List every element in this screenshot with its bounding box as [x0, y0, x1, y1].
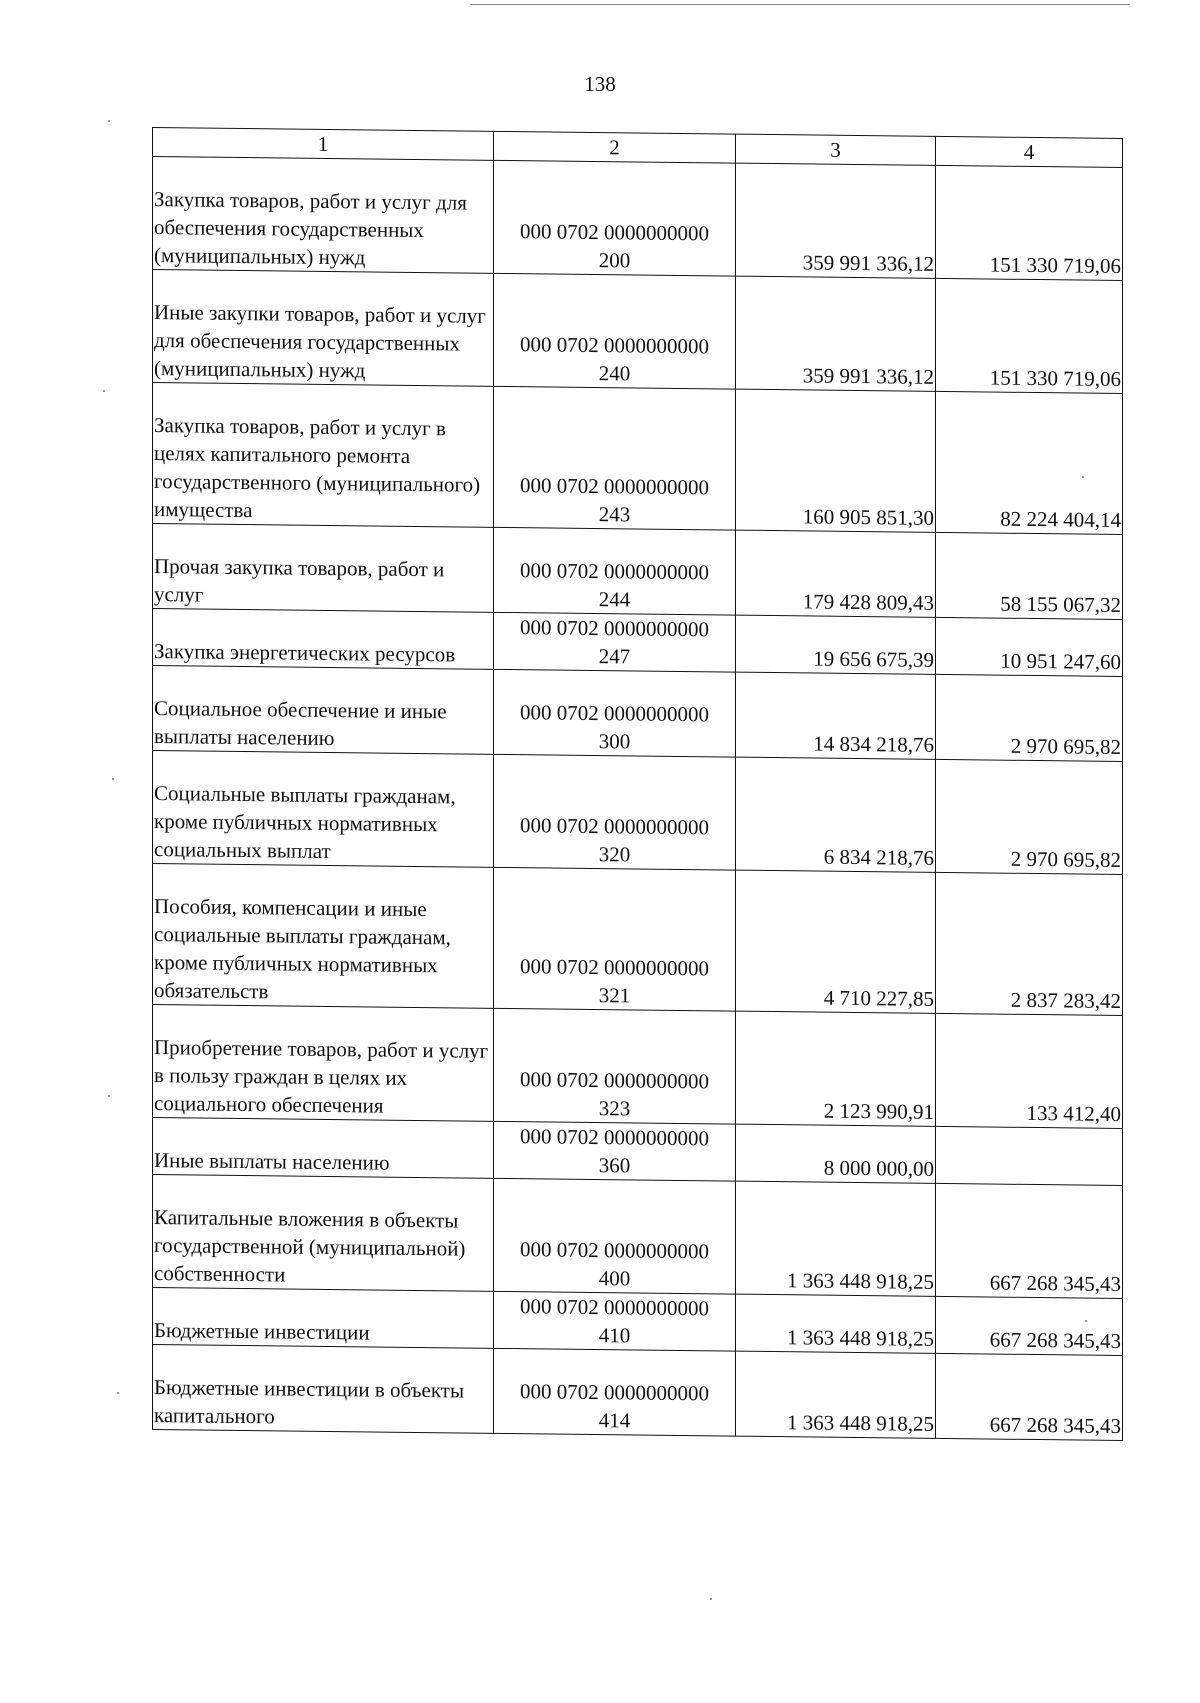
row-value-col3: 4 710 227,85	[736, 870, 936, 1013]
table-row	[153, 1288, 1123, 1356]
row-name: Закупка энергетических ресурсов	[153, 609, 494, 670]
row-value-col3: 160 905 851,30	[736, 389, 936, 532]
row-name: Социальное обеспечение и иные выплаты населению	[153, 666, 494, 755]
table-row	[153, 666, 1123, 762]
row-code	[494, 1348, 736, 1436]
row-code	[494, 754, 736, 870]
table-row	[153, 751, 1123, 875]
row-value-col4: 2 837 283,42	[936, 872, 1123, 1015]
code-classifier: 000 0702 0000000000	[520, 1379, 709, 1406]
row-value-col4: 82 224 404,14	[936, 391, 1123, 534]
scan-speck	[1085, 1320, 1087, 1322]
code-classifier: 000 0702 0000000000	[520, 954, 709, 981]
row-value-col3: 359 991 336,12	[736, 276, 936, 391]
row-name: Приобретение товаров, работ и услуг в пользу граждан в целях их социального обеспечения	[153, 1005, 494, 1122]
row-name: Прочая закупка товаров, работ и услуг	[153, 524, 494, 613]
row-code	[494, 669, 736, 757]
scan-speck	[710, 1598, 712, 1600]
scan-speck	[108, 1095, 110, 1097]
code-type: 300	[598, 729, 631, 754]
row-name: Капитальные вложения в объекты государственной (муниципальной) собственности	[153, 1175, 494, 1292]
code-classifier: 000 0702 0000000000	[520, 1124, 709, 1151]
row-value-col4: 667 268 345,43	[936, 1353, 1123, 1440]
row-value-col4: 133 412,40	[936, 1013, 1123, 1128]
row-name: Бюджетные инвестиции	[153, 1288, 494, 1349]
code-type: 244	[598, 587, 631, 612]
table-row	[153, 157, 1123, 281]
scan-speck	[108, 120, 110, 122]
row-name: Бюджетные инвестиции в объекты капитального	[153, 1345, 494, 1434]
row-value-col3: 8 000 000,00	[736, 1124, 936, 1183]
column-header: 1	[153, 128, 494, 161]
row-code	[494, 1178, 736, 1294]
code-classifier: 000 0702 0000000000	[520, 332, 709, 359]
code-classifier: 000 0702 0000000000	[520, 813, 709, 840]
code-type: 320	[598, 842, 631, 867]
code-type: 240	[598, 361, 631, 386]
scan-speck	[112, 778, 114, 780]
table-row	[153, 270, 1123, 394]
row-code	[494, 160, 736, 276]
code-type: 247	[598, 644, 631, 669]
column-header: 4	[936, 136, 1123, 167]
row-name: Закупка товаров, работ и услуг для обеспечения государственных (муниципальных) нужд	[153, 157, 494, 274]
code-classifier: 000 0702 0000000000	[520, 558, 709, 585]
row-name: Пособия, компенсации и иные социальные выплаты гражданам, кроме публичных нормативных обязательств	[153, 864, 494, 1009]
row-code	[494, 1291, 736, 1351]
code-type: 243	[598, 502, 631, 527]
code-classifier: 000 0702 0000000000	[520, 1237, 709, 1264]
code-classifier: 000 0702 0000000000	[520, 1294, 709, 1321]
table-row	[153, 1175, 1123, 1299]
table-row	[153, 864, 1123, 1016]
row-value-col3: 1 363 448 918,25	[736, 1181, 936, 1296]
row-value-col3: 1 363 448 918,25	[736, 1294, 936, 1353]
code-classifier: 000 0702 0000000000	[520, 615, 709, 642]
code-type: 410	[598, 1323, 631, 1348]
row-value-col3: 1 363 448 918,25	[736, 1351, 936, 1438]
row-value-col4: 2 970 695,82	[936, 759, 1123, 874]
table-row	[153, 609, 1123, 677]
table-row	[153, 1118, 1123, 1186]
row-code	[494, 867, 736, 1011]
row-name: Социальные выплаты гражданам, кроме публичных нормативных социальных выплат	[153, 751, 494, 868]
top-scan-rule	[470, 4, 1130, 5]
table-body	[153, 157, 1123, 1441]
row-value-col4	[936, 1126, 1123, 1185]
row-code	[494, 612, 736, 672]
code-classifier: 000 0702 0000000000	[520, 700, 709, 727]
row-value-col3: 359 991 336,12	[736, 163, 936, 278]
table-row	[153, 383, 1123, 535]
row-value-col4: 667 268 345,43	[936, 1183, 1123, 1298]
code-classifier: 000 0702 0000000000	[520, 219, 709, 246]
budget-table	[152, 127, 1123, 1441]
row-name: Иные закупки товаров, работ и услуг для обеспечения государственных (муниципальных) нужд	[153, 270, 494, 387]
code-classifier: 000 0702 0000000000	[520, 1067, 709, 1094]
row-value-col3: 19 656 675,39	[736, 615, 936, 674]
row-value-col4: 10 951 247,60	[936, 617, 1123, 676]
row-name: Иные выплаты населению	[153, 1118, 494, 1179]
row-value-col4: 58 155 067,32	[936, 532, 1123, 619]
code-type: 200	[598, 248, 631, 273]
table-row	[153, 524, 1123, 620]
page-number: 138	[584, 72, 616, 96]
column-header: 3	[736, 134, 936, 165]
scan-speck	[1082, 476, 1084, 478]
row-code	[494, 386, 736, 530]
code-type: 400	[598, 1266, 631, 1291]
column-header: 2	[494, 131, 736, 163]
scan-speck	[117, 1392, 119, 1394]
row-value-col3: 14 834 218,76	[736, 672, 936, 759]
row-code	[494, 527, 736, 615]
row-code	[494, 273, 736, 389]
row-code	[494, 1121, 736, 1181]
scan-speck	[103, 390, 105, 392]
row-value-col3: 6 834 218,76	[736, 757, 936, 872]
row-value-col3: 179 428 809,43	[736, 530, 936, 617]
row-value-col4: 151 330 719,06	[936, 278, 1123, 393]
code-type: 321	[598, 983, 631, 1008]
code-type: 323	[598, 1096, 631, 1121]
row-value-col4: 667 268 345,43	[936, 1296, 1123, 1355]
row-value-col4: 2 970 695,82	[936, 674, 1123, 761]
table-row	[153, 1005, 1123, 1129]
row-value-col4: 151 330 719,06	[936, 165, 1123, 280]
code-type: 360	[598, 1153, 631, 1178]
row-name: Закупка товаров, работ и услуг в целях капитального ремонта государственного (муниципального) имущества	[153, 383, 494, 528]
code-classifier: 000 0702 0000000000	[520, 473, 709, 500]
budget-table-container	[152, 127, 1122, 1441]
row-value-col3: 2 123 990,91	[736, 1011, 936, 1126]
row-code	[494, 1008, 736, 1124]
code-type: 414	[598, 1408, 631, 1433]
table-row	[153, 1345, 1123, 1441]
